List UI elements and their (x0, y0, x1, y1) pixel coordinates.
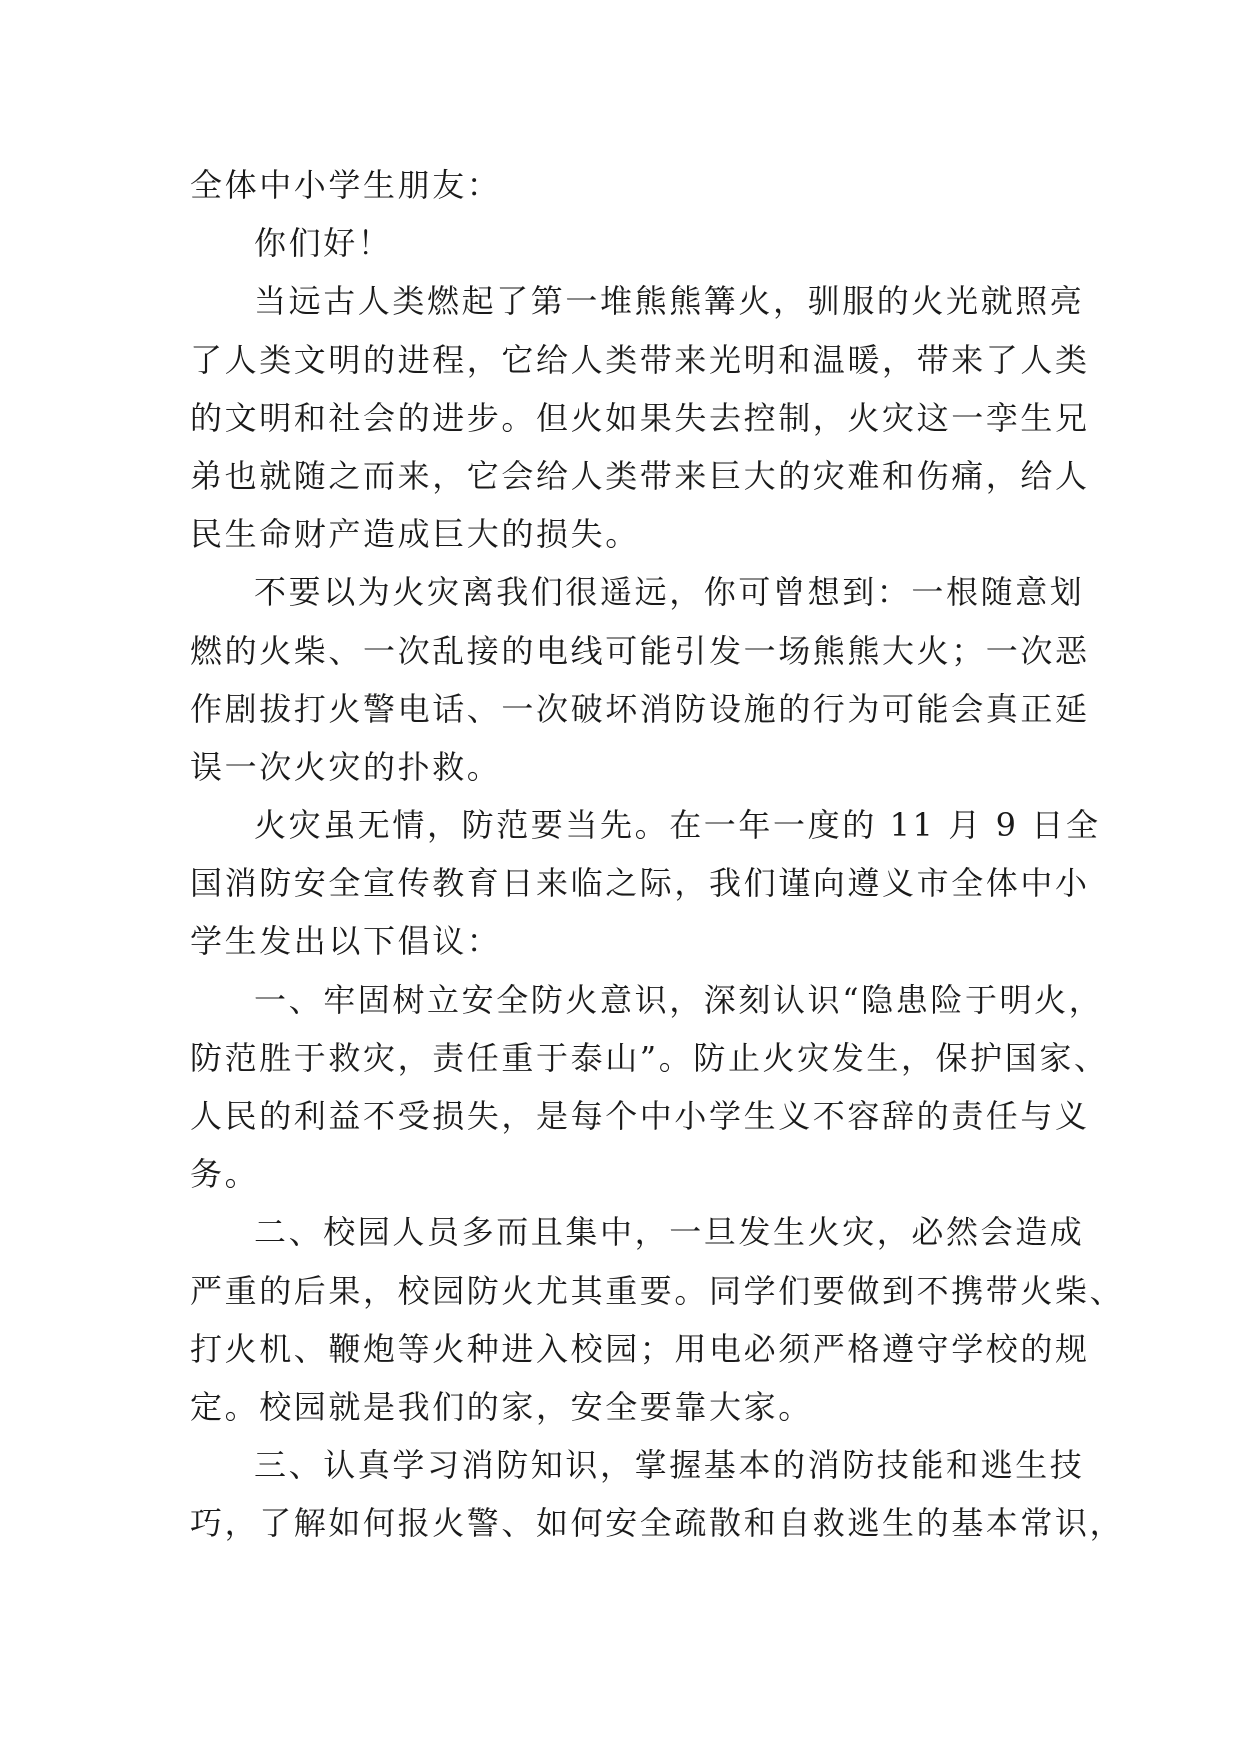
paragraph-line: 二、校园人员多而且集中，一旦发生火灾，必然会造成 (254, 1213, 1085, 1252)
paragraph-line: 误一次火灾的扑救。 (190, 747, 502, 786)
paragraph-line: 打火机、鞭炮等火种进入校园；用电必须严格遵守学校的规 (190, 1329, 1090, 1368)
paragraph-line: 国消防安全宣传教育日来临之际，我们谨向遵义市全体中小 (190, 864, 1090, 903)
paragraph-line: 不要以为火灾离我们很遥远，你可曾想到：一根随意划 (254, 573, 1085, 612)
paragraph-line: 民生命财产造成巨大的损失。 (190, 515, 640, 554)
paragraph-line: 务。 (190, 1155, 260, 1194)
paragraph-line: 防范胜于救灾，责任重于泰山”。防止火灾发生，保护国家、 (190, 1038, 1109, 1077)
paragraph-line: 定。校园就是我们的家，安全要靠大家。 (190, 1387, 813, 1426)
paragraph-line: 火灾虽无情，防范要当先。在一年一度的 11 月 9 日全 (254, 806, 1101, 845)
paragraph-line: 作剧拔打火警电话、一次破坏消防设施的行为可能会真正延 (190, 689, 1090, 728)
paragraph-line: 人民的利益不受损失，是每个中小学生义不容辞的责任与义 (190, 1097, 1090, 1135)
paragraph-line: 学生发出以下倡议： (190, 922, 502, 961)
paragraph-line: 弟也就随之而来，它会给人类带来巨大的灾难和伤痛，给人 (190, 456, 1090, 495)
greeting-line: 你们好！ (254, 224, 393, 263)
paragraph-line: 了人类文明的进程，它给人类带来光明和温暖，带来了人类 (190, 340, 1090, 379)
paragraph-line: 的文明和社会的进步。但火如果失去控制，火灾这一孪生兄 (190, 398, 1090, 437)
paragraph-line: 燃的火柴、一次乱接的电线可能引发一场熊熊大火；一次恶 (190, 631, 1090, 670)
paragraph-line: 严重的后果，校园防火尤其重要。同学们要做到不携带火柴、 (190, 1271, 1125, 1310)
paragraph-line: 一、牢固树立安全防火意识，深刻认识“隐患险于明火， (254, 980, 1104, 1019)
document-body (190, 156, 1125, 1553)
paragraph-line: 巧，了解如何报火警、如何安全疏散和自救逃生的基本常识， (190, 1504, 1125, 1543)
salutation-line: 全体中小学生朋友： (190, 166, 502, 204)
paragraph-line: 三、认真学习消防知识，掌握基本的消防技能和逃生技 (254, 1446, 1085, 1485)
paragraph-line: 当远古人类燃起了第一堆熊熊篝火，驯服的火光就照亮 (254, 282, 1085, 321)
